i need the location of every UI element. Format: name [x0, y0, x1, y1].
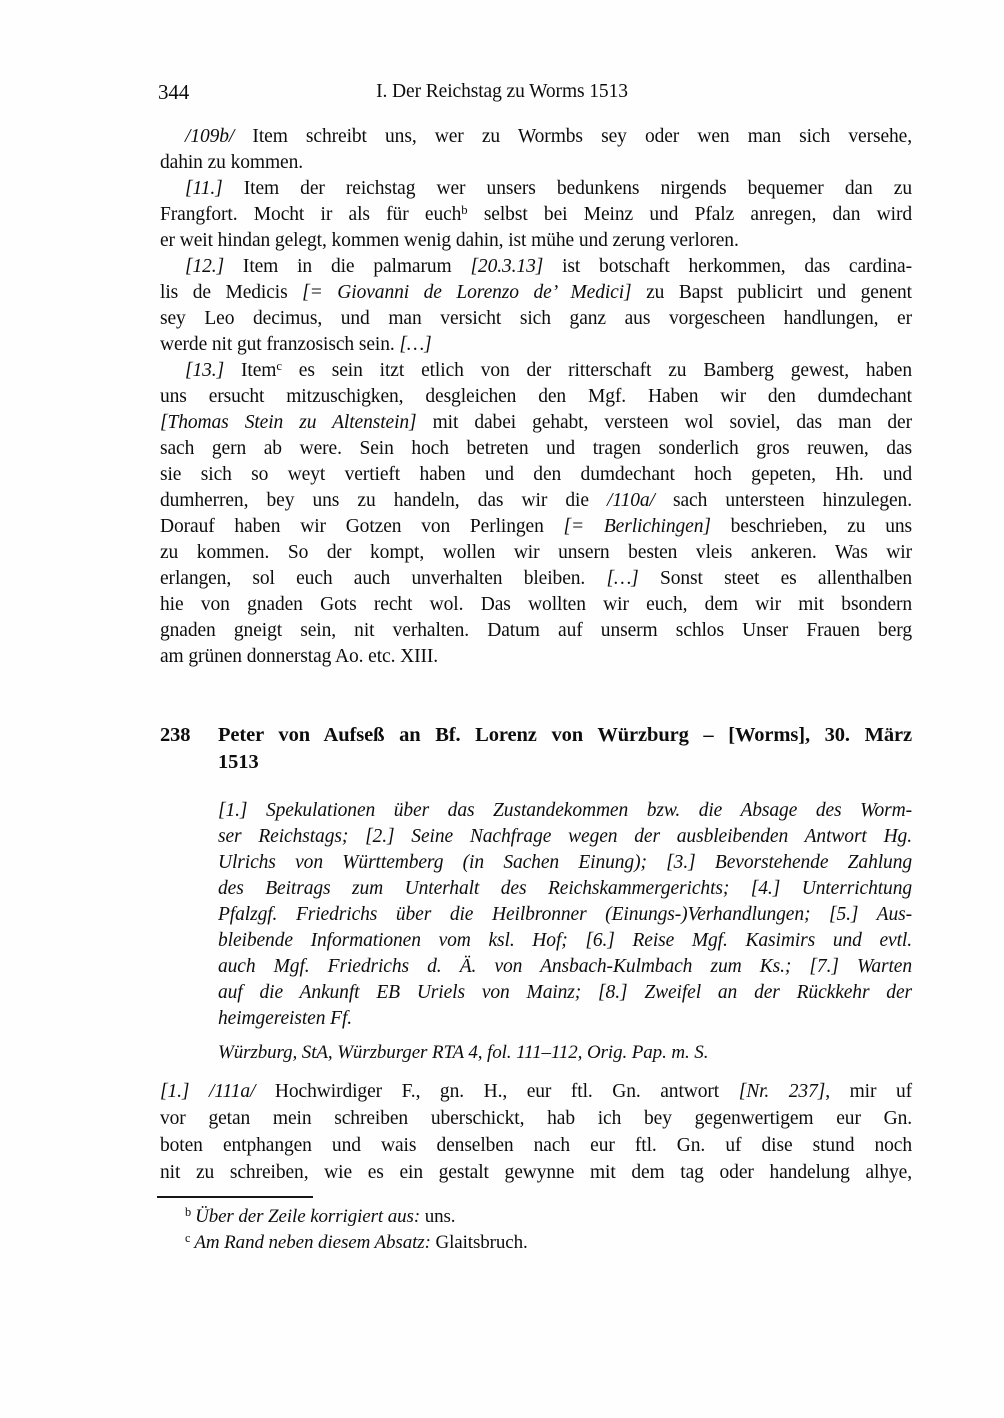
- text-run: hie von gnaden Gots recht wol. Das wollten wir euch, dem wir mit bsondern: [160, 594, 912, 615]
- text-run: ist botschaft herkommen, das cardina-: [543, 256, 912, 277]
- text-run: beschrieben, zu uns: [710, 516, 912, 537]
- text-run: des Beitrags zum Unterhalt des Reichskammergerichts; [4.] Unterrichtung: [218, 878, 912, 899]
- text-line: [218, 902, 912, 928]
- text-run: [= Berlichingen]: [563, 516, 711, 537]
- entry-title: [218, 722, 912, 776]
- text-run: Pfalzgf. Friedrichs über die Heilbronner (Einungs-)Verhandlungen; [5.] Aus-: [218, 904, 912, 925]
- text-line: [160, 540, 912, 566]
- text-run: dahin zu kommen.: [160, 152, 303, 173]
- text-run: [= Giovanni de Lorenzo de’ Medici]: [302, 282, 632, 303]
- text-line: [160, 280, 912, 306]
- text-run: [11.]: [185, 178, 223, 199]
- footnotes: [157, 1196, 909, 1256]
- text-run: Item der reichstag wer unsers bedunkens nirgends bequemer dan zu: [222, 178, 912, 199]
- text-run: Item: [224, 360, 277, 381]
- text-line: [160, 436, 912, 462]
- entry-238: [160, 722, 912, 1186]
- text-run: /109b/: [185, 126, 235, 147]
- text-line: [185, 1230, 909, 1256]
- text-run: uns ersucht mitzuschigken, desgleichen den Mgf. Haben wir den dumdechant: [160, 386, 912, 407]
- text-run: Am Rand neben diesem Absatz:: [194, 1232, 431, 1253]
- text-run: Dorauf haben wir Gotzen von Perlingen: [160, 516, 564, 537]
- text-run: c: [185, 1231, 191, 1246]
- text-run: Peter von Aufseß an Bf. Lorenz von Würzburg – [Worms], 30. März: [218, 724, 912, 746]
- text-run: am grünen donnerstag Ao. etc. XIII.: [160, 646, 439, 667]
- text-line: [218, 850, 912, 876]
- text-run: b: [185, 1205, 192, 1220]
- text-run: [1.] Spekulationen über das Zustandekommen bzw. die Absage des Worm-: [218, 800, 912, 821]
- letter-237-text: [160, 124, 912, 670]
- text-run: Glaitsbruch.: [430, 1232, 528, 1253]
- text-run: […]: [606, 568, 639, 589]
- text-line: [218, 798, 912, 824]
- text-line: [160, 150, 912, 176]
- text-line: [218, 980, 912, 1006]
- text-line: [160, 1159, 912, 1186]
- text-run: erlangen, sol euch auch unverhalten bleiben.: [160, 568, 607, 589]
- text-line: [218, 928, 912, 954]
- text-run: boten entphangen und wais denselben nach eur ftl. Gn. uf dise stund noch: [160, 1135, 912, 1156]
- text-line: [218, 1006, 912, 1032]
- text-run: auch Mgf. Friedrichs d. Ä. von Ansbach-Kulmbach zum Ks.; [7.] Warten: [218, 956, 912, 977]
- text-run: b: [461, 203, 468, 218]
- text-line: [160, 462, 912, 488]
- text-run: vor getan mein schreiben uberschickt, hab ich bey gegenwertigem eur Gn.: [160, 1108, 912, 1129]
- text-run: auf die Ankunft EB Uriels von Mainz; [8.] Zweifel an der Rückkehr der: [218, 982, 912, 1003]
- text-run: er weit hindan gelegt, kommen wenig dahin, ist mühe und zerung verloren.: [160, 230, 739, 251]
- text-run: [Nr. 237]: [738, 1081, 826, 1102]
- text-line: [160, 306, 912, 332]
- text-run: Frangfort. Mocht ir als für euch: [160, 204, 462, 225]
- text-line: [218, 876, 912, 902]
- text-run: bleibende Informationen vom ksl. Hof; [6.] Reise Mgf. Kasimirs und evtl.: [218, 930, 912, 951]
- text-run: 1513: [218, 751, 259, 773]
- text-run: /110a/: [607, 490, 655, 511]
- text-line: [160, 514, 912, 540]
- entry-number: 238: [160, 724, 191, 746]
- text-line: [218, 749, 912, 776]
- text-run: dumherren, bey uns zu handeln, das wir die: [160, 490, 608, 511]
- paragraph-13: [160, 358, 912, 670]
- text-line: [160, 1078, 912, 1105]
- footnote-separator: [157, 1196, 313, 1198]
- text-line: [160, 592, 912, 618]
- text-run: /111a/: [209, 1081, 256, 1102]
- text-line: [160, 618, 912, 644]
- text-line: [160, 488, 912, 514]
- text-run: [189, 1081, 209, 1102]
- text-run: [Thomas Stein zu Altenstein]: [160, 412, 417, 433]
- text-line: [160, 254, 912, 280]
- text-run: Sonst steet es allenthalben: [638, 568, 912, 589]
- entry-summary: [218, 798, 912, 1032]
- text-line: [218, 824, 912, 850]
- text-run: Über der Zeile korrigiert aus:: [195, 1206, 421, 1227]
- text-run: c: [276, 359, 282, 374]
- text-line: [160, 332, 912, 358]
- text-run: [13.]: [185, 360, 225, 381]
- text-run: [20.3.13]: [470, 256, 544, 277]
- text-line: [160, 358, 912, 384]
- text-run: sach gern ab were. Sein hoch betreten und tragen sonderlich gros reuwen, das: [160, 438, 912, 459]
- text-run: , mir uf: [825, 1081, 912, 1102]
- text-run: [12.]: [185, 256, 225, 277]
- text-line: [160, 176, 912, 202]
- entry-letter-text: [160, 1078, 912, 1186]
- text-run: nit zu schreiben, wie es ein gestalt gewynne mit dem tag oder handelung alhye,: [160, 1162, 912, 1183]
- text-line: [160, 228, 912, 254]
- entry-heading: [160, 722, 912, 776]
- text-run: zu kommen. So der kompt, wollen wir unsern besten vleis ankeren. Was wir: [160, 542, 912, 563]
- running-head: I. Der Reichstag zu Worms 1513: [376, 81, 628, 102]
- text-line: [160, 566, 912, 592]
- text-run: Hochwirdiger F., gn. H., eur ftl. Gn. antwort: [255, 1081, 739, 1102]
- text-run: selbst bei Meinz und Pfalz anregen, dan wird: [467, 204, 912, 225]
- text-run: ser Reichstags; [2.] Seine Nachfrage wegen der ausbleibenden Antwort Hg.: [218, 826, 912, 847]
- text-run: lis de Medicis: [160, 282, 303, 303]
- text-line: [160, 1132, 912, 1159]
- text-run: Ulrichs von Württemberg (in Sachen Einung); [3.] Bevorstehende Zahlung: [218, 852, 912, 873]
- text-line: [160, 644, 912, 670]
- text-line: [185, 1204, 909, 1230]
- footnote-list: [185, 1204, 909, 1256]
- entry-source-line: Würzburg, StA, Würzburger RTA 4, fol. 111–112, Orig. Pap. m. S.: [218, 1042, 709, 1063]
- text-run: werde nit gut franzosisch sein.: [160, 334, 400, 355]
- text-line: [160, 124, 912, 150]
- paragraph-11: [160, 176, 912, 254]
- text-run: [1.]: [160, 1081, 190, 1102]
- text-run: es sein itzt etlich von der ritterschaft zu Bamberg gewest, haben: [281, 360, 912, 381]
- page-header: [0, 80, 1004, 106]
- text-line: [160, 384, 912, 410]
- text-run: Item schreibt uns, wer zu Wormbs sey oder wen man sich versehe,: [234, 126, 912, 147]
- text-run: mit dabei gehabt, versteen wol soviel, das man der: [416, 412, 912, 433]
- text-run: sey Leo decimus, und man versicht sich ganz aus vorgescheen handlungen, er: [160, 308, 912, 329]
- text-run: uns.: [420, 1206, 456, 1227]
- text-run: Item in die palmarum: [224, 256, 471, 277]
- paragraph-12: [160, 254, 912, 358]
- text-line: [160, 410, 912, 436]
- text-run: sach untersteen hinzulegen.: [654, 490, 912, 511]
- text-run: […]: [399, 334, 432, 355]
- text-run: gnaden gneigt sein, nit verhalten. Datum auf unserm schlos Unser Frauen berg: [160, 620, 912, 641]
- text-run: zu Bapst publicirt und genent: [631, 282, 913, 303]
- text-line: [160, 202, 912, 228]
- text-line: [218, 954, 912, 980]
- text-run: heimgereisten Ff.: [218, 1008, 353, 1029]
- paragraph-10: [160, 124, 912, 176]
- text-line: [160, 1105, 912, 1132]
- text-line: [218, 722, 912, 749]
- text-run: sie sich so weyt vertieft haben und den dumdechant hoch gepeten, Hh. und: [160, 464, 912, 485]
- page-number: 344: [158, 80, 190, 104]
